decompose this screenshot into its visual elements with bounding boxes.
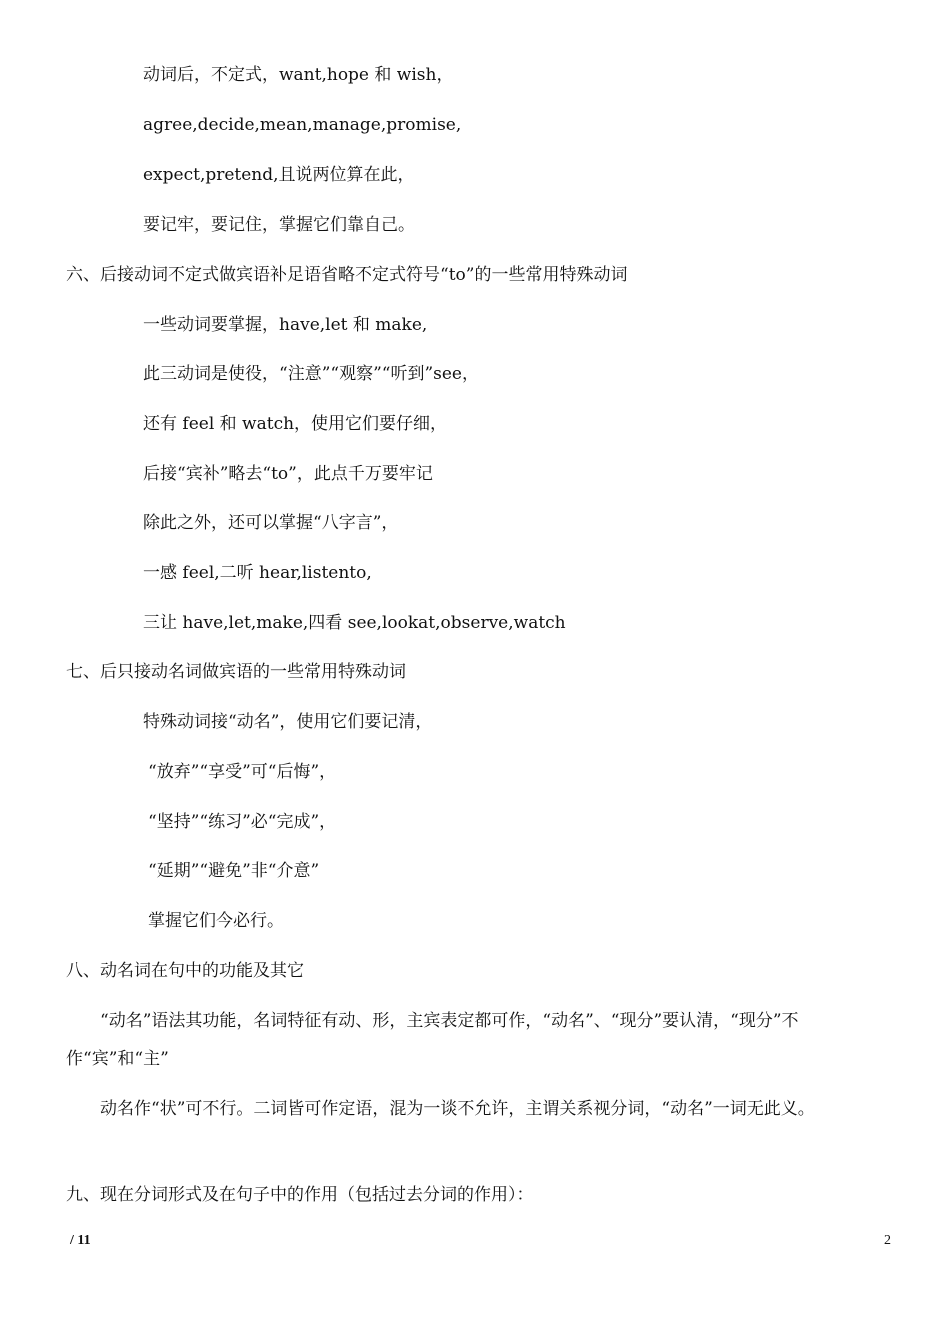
verse-line: “放弃”“享受”可“后悔”， (148, 762, 337, 782)
section-heading: 七、后只接动名词做宾语的一些常用特殊动词 (66, 662, 406, 682)
verse-line: 掌握它们今必行。 (148, 911, 284, 931)
verse-line: expect,pretend,且说两位算在此， (143, 165, 415, 185)
verse-line: 后接“宾补”略去“to”，此点千万要牢记 (143, 464, 433, 484)
verse-line: 一感 feel,二听 hear,listento, (143, 563, 372, 583)
verse-line: 除此之外，还可以掌握“八字言”， (143, 513, 399, 533)
verse-line: 一些动词要掌握，have,let 和 make, (143, 315, 428, 335)
verse-line: 动词后，不定式，want,hope 和 wish， (143, 65, 454, 85)
section-heading: 六、后接动词不定式做宾语补足语省略不定式符号“to”的一些常用特殊动词 (66, 265, 628, 285)
page-total: / 11 (70, 1233, 91, 1248)
page-number: 2 (884, 1233, 891, 1248)
verse-line: agree,decide,mean,manage,promise, (143, 115, 462, 135)
section-heading: 八、动名词在句中的功能及其它 (66, 961, 304, 981)
verse-line: “延期”“避免”非“介意” (148, 861, 320, 881)
verse-line: 还有 feel 和 watch，使用它们要仔细， (143, 414, 448, 434)
verse-line: 三让 have,let,make,四看 see,lookat,observe,watch (143, 613, 566, 633)
paragraph: 动名作“状”可不行。二词皆可作定语，混为一谈不允许，主谓关系视分词，“动名”一词无此义。 (66, 1099, 815, 1119)
verse-line: 特殊动词接“动名”，使用它们要记清， (143, 712, 433, 732)
verse-line: 此三动词是使役，“注意”“观察”“听到”see， (143, 364, 479, 384)
verse-line: 要记牢，要记住，掌握它们靠自己。 (143, 215, 415, 235)
verse-line: “坚持”“练习”必“完成”， (148, 812, 337, 832)
section-heading: 九、现在分词形式及在句子中的作用（包括过去分词的作用）： (66, 1185, 534, 1205)
paragraph: “动名”语法其功能，名词特征有动、形，主宾表定都可作，“动名”、“现分”要认清，“现分”不作“宾”和“主” (66, 1011, 799, 1069)
